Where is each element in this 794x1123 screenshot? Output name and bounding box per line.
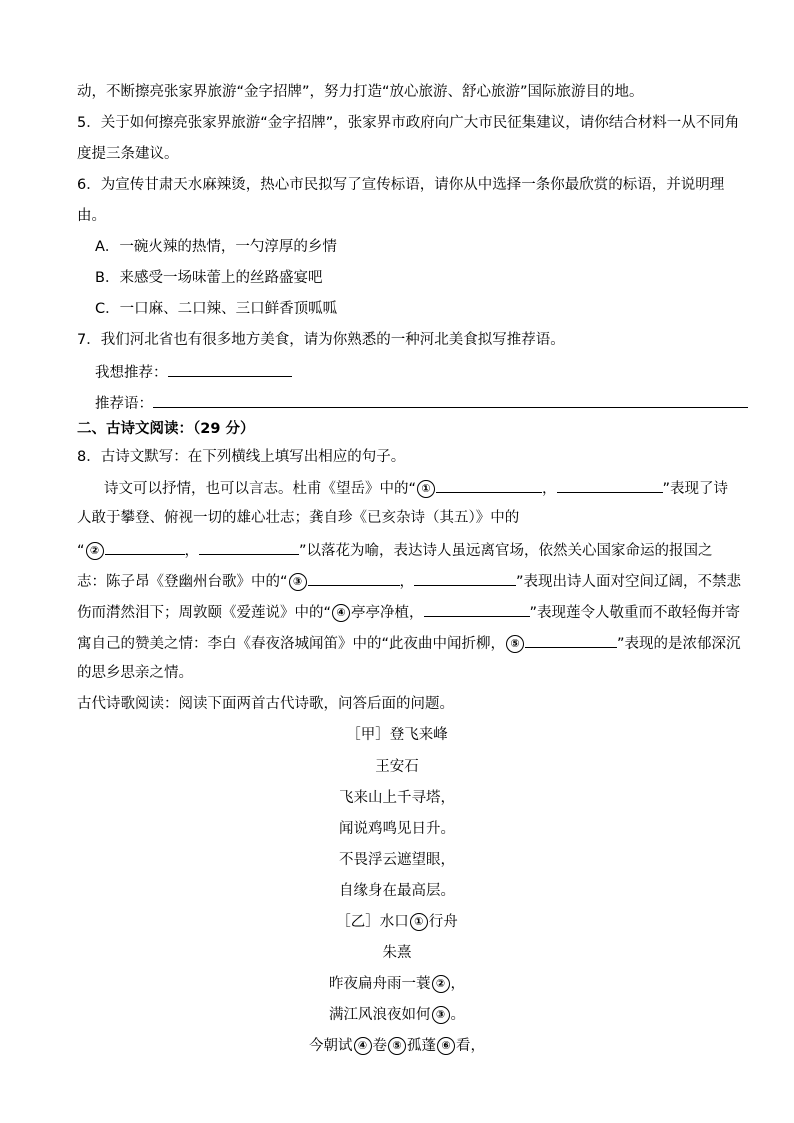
poem-b-author: 朱熹 (382, 945, 412, 961)
poem-text: 满江风浪夜如何 (329, 1007, 431, 1023)
passage-text: ”以落花为喻，表达诗人虽远离官场，依然关心国家命运的报国之 (299, 543, 713, 559)
passage-text: 诗文可以抒情，也可以言志。杜甫《望岳》中的“ (104, 481, 417, 497)
passage-line-5 (77, 601, 740, 623)
poem-a-line-3: 不畏浮云遮望眼， (339, 852, 455, 868)
poem-text: ， (450, 976, 465, 992)
circled-number: ⑤ (388, 1037, 406, 1055)
passage-text: 寓自己的赞美之情：李白《春夜洛城闻笛》中的“此夜曲中闻折柳， (77, 636, 506, 652)
passage-text: “ (77, 543, 85, 559)
recommend-row (95, 361, 292, 383)
passage-line-3 (77, 539, 713, 561)
question-6-line-2: 由。 (77, 208, 106, 224)
question-5-line-1: 5．关于如何擦亮张家界旅游“金字招牌”，张家界市政府向广大市民征集建议，请你结合材料一从不同角 (77, 115, 740, 131)
question-5-line-2: 度提三条建议。 (77, 146, 179, 162)
poetry-intro: 古代诗歌阅读：阅读下面两首古代诗歌，问答后面的问题。 (77, 696, 454, 712)
poem-text: 昨夜扁舟雨一蓑 (329, 976, 431, 992)
circled-number: ① (417, 480, 435, 498)
passage-line-4 (77, 570, 741, 592)
poem-text: 。 (450, 1007, 465, 1023)
circled-number: ⑥ (437, 1037, 455, 1055)
passage-text: ”表现莲令人敬重而不敢轻侮并寄 (529, 605, 741, 621)
question-7: 7．我们河北省也有很多地方美食，请为你熟悉的一种河北美食拟写推荐语。 (77, 332, 565, 348)
circled-number: ③ (289, 573, 307, 591)
slogan-label: 推荐语： (95, 396, 153, 412)
poem-a-author: 王安石 (375, 759, 419, 775)
passage-line-2: 人敢于攀登、俯视一切的雄心壮志；龚自珍《已亥杂诗（其五）》中的 (77, 510, 520, 526)
poem-text: 今朝试 (309, 1038, 353, 1054)
section-2-heading: 二、古诗文阅读：（29 分） (77, 421, 255, 437)
question-8: 8．古诗文默写：在下列横线上填写出相应的句子。 (77, 449, 406, 465)
recommend-blank[interactable] (168, 361, 292, 377)
passage-text: 志：陈子昂《登幽州台歌》中的“ (77, 574, 288, 590)
text-line-continuation: 动，不断擦亮张家界旅游“金字招牌”，努力打造“放心旅游、舒心旅游”国际旅游目的地。 (77, 84, 644, 100)
circled-number: ② (86, 542, 104, 560)
passage-line-6 (77, 632, 741, 654)
blank-2a[interactable] (105, 539, 185, 555)
passage-text: ”表现的是浓郁深沉 (617, 636, 741, 652)
poem-b-line-1 (0, 974, 794, 996)
passage-text: 伤而潸然泪下；周敦颐《爱莲说》中的“ (77, 605, 332, 621)
poem-a-line-1: 飞来山上千寻塔， (339, 790, 455, 806)
poem-b-title (0, 912, 794, 934)
poem-text: 孤蓬 (407, 1038, 436, 1054)
passage-line-1 (104, 477, 728, 499)
passage-text: ”表现出诗人面对空间辽阔，不禁悲 (516, 574, 742, 590)
blank-3a[interactable] (308, 570, 400, 586)
blank-5[interactable] (525, 632, 617, 648)
poem-text: 看， (456, 1038, 485, 1054)
recommend-label: 我想推荐： (95, 365, 168, 381)
blank-1a[interactable] (436, 477, 542, 493)
poem-a-title: ［甲］登飞来峰 (346, 727, 448, 743)
circled-number: ④ (354, 1037, 372, 1055)
option-a: A．一碗火辣的热情，一勺淳厚的乡情 (95, 239, 337, 255)
slogan-blank[interactable] (153, 392, 748, 408)
poem-b-line-2 (0, 1005, 794, 1027)
passage-line-7: 的思乡思亲之情。 (77, 665, 193, 681)
blank-3b[interactable] (414, 570, 516, 586)
blank-4[interactable] (424, 601, 530, 617)
passage-text: ， (542, 481, 557, 497)
passage-text: ”表现了诗 (662, 481, 729, 497)
poem-b-line-3 (0, 1036, 794, 1058)
blank-1b[interactable] (557, 477, 663, 493)
poem-a-line-4: 自缘身在最高层。 (339, 883, 455, 899)
circled-number: ⑤ (506, 635, 524, 653)
circled-number: ③ (432, 1006, 450, 1024)
poem-text: ［乙］水口 (336, 914, 409, 930)
circled-number: ④ (332, 604, 350, 622)
passage-text: ， (399, 574, 415, 590)
poem-a-line-2: 闻说鸡鸣见日升。 (339, 821, 455, 837)
poem-text: 行舟 (428, 914, 458, 930)
circled-number: ① (410, 913, 428, 931)
poem-text: 卷 (372, 1038, 387, 1054)
question-6-line-1: 6．为宣传甘肃天水麻辣烫，热心市民拟写了宣传标语，请你从中选择一条你最欣赏的标语，并说明理 (77, 177, 725, 193)
passage-text: ， (184, 543, 200, 559)
option-c: C．一口麻、二口辣、三口鲜香顶呱呱 (95, 301, 338, 317)
circled-number: ② (432, 975, 450, 993)
slogan-row (95, 392, 748, 414)
passage-text: 亭亭净植， (351, 605, 424, 621)
blank-2b[interactable] (199, 539, 299, 555)
option-b: B．来感受一场味蕾上的丝路盛宴吧 (95, 270, 323, 286)
